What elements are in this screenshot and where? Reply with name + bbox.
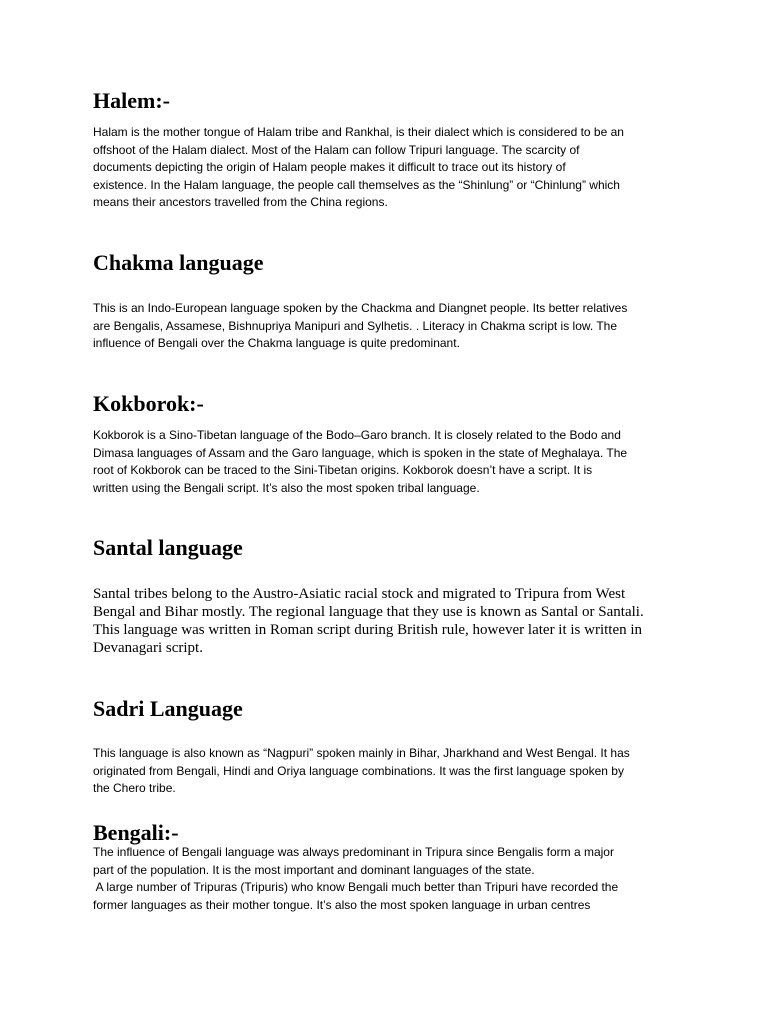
- text-line: A large number of Tripuras (Tripuris) who know Bengali much better than Tripuri have recorded the: [93, 880, 619, 894]
- heading-bengali: Bengali:-: [93, 820, 179, 845]
- heading-halem: Halem:-: [93, 88, 170, 113]
- text-line: influence of Bengali over the Chakma language is quite predominant.: [93, 336, 460, 350]
- text-line: part of the population. It is the most important and dominant languages of the state.: [93, 862, 535, 877]
- text-line: originated from Bengali, Hindi and Oriya language combinations. It was the first language spoken by: [93, 763, 624, 778]
- text-line: means their ancestors travelled from the China regions.: [93, 195, 388, 209]
- heading-sadri: Sadri Language: [93, 696, 243, 721]
- text-line: Halam is the mother tongue of Halam tribe and Rankhal, is their dialect which is considered to be an: [93, 125, 624, 139]
- text-line: root of Kokborok can be traced to the Sini-Tibetan origins. Kokborok doesn’t have a script. It is: [93, 463, 593, 477]
- text-line: former languages as their mother tongue. It’s also the most spoken language in urban centres: [93, 897, 591, 912]
- text-line: Devanagari script.: [93, 640, 203, 656]
- paragraph-halem: [93, 124, 683, 212]
- text-line: the Chero tribe.: [93, 781, 176, 795]
- paragraph-bengali: [93, 844, 683, 914]
- text-line: This language was written in Roman script during British rule, however later it is written in: [93, 622, 643, 638]
- heading-chakma: Chakma language: [93, 250, 264, 275]
- paragraph-santal: [93, 585, 683, 657]
- text-line: written using the Bengali script. It’s also the most spoken tribal language.: [93, 480, 480, 495]
- text-line: Kokborok is a Sino-Tibetan language of the Bodo–Garo branch. It is closely related to the Bodo and: [93, 428, 621, 442]
- text-line: documents depicting the origin of Halam people makes it difficult to trace out its history of: [93, 160, 566, 174]
- text-line: This language is also known as “Nagpuri” spoken mainly in Bihar, Jharkhand and West Bengal. It has: [93, 746, 630, 760]
- text-line: Dimasa languages of Assam and the Garo language, which is spoken in the state of Meghalaya. The: [93, 445, 628, 460]
- paragraph-sadri: [93, 745, 683, 798]
- text-line: offshoot of the Halam dialect. Most of the Halam can follow Tripuri language. The scarcity of: [93, 142, 580, 157]
- heading-kokborok: Kokborok:-: [93, 391, 204, 416]
- text-line: existence. In the Halam language, the people call themselves as the “Shinlung” or “Chinlung” which: [93, 177, 620, 192]
- text-line: This is an Indo-European language spoken by the Chackma and Diangnet people. Its better relatives: [93, 301, 628, 315]
- text-line: Bengal and Bihar mostly. The regional language that they use is known as Santal or Santali.: [93, 604, 644, 620]
- heading-santal: Santal language: [93, 535, 243, 560]
- text-line: are Bengalis, Assamese, Bishnupriya Manipuri and Sylhetis. . Literacy in Chakma script is low. The: [93, 318, 618, 333]
- paragraph-chakma: [93, 300, 683, 353]
- text-line: Santal tribes belong to the Austro-Asiatic racial stock and migrated to Tripura from West: [93, 586, 626, 602]
- text-line: The influence of Bengali language was always predominant in Tripura since Bengalis form a major: [93, 845, 614, 859]
- paragraph-kokborok: [93, 427, 683, 497]
